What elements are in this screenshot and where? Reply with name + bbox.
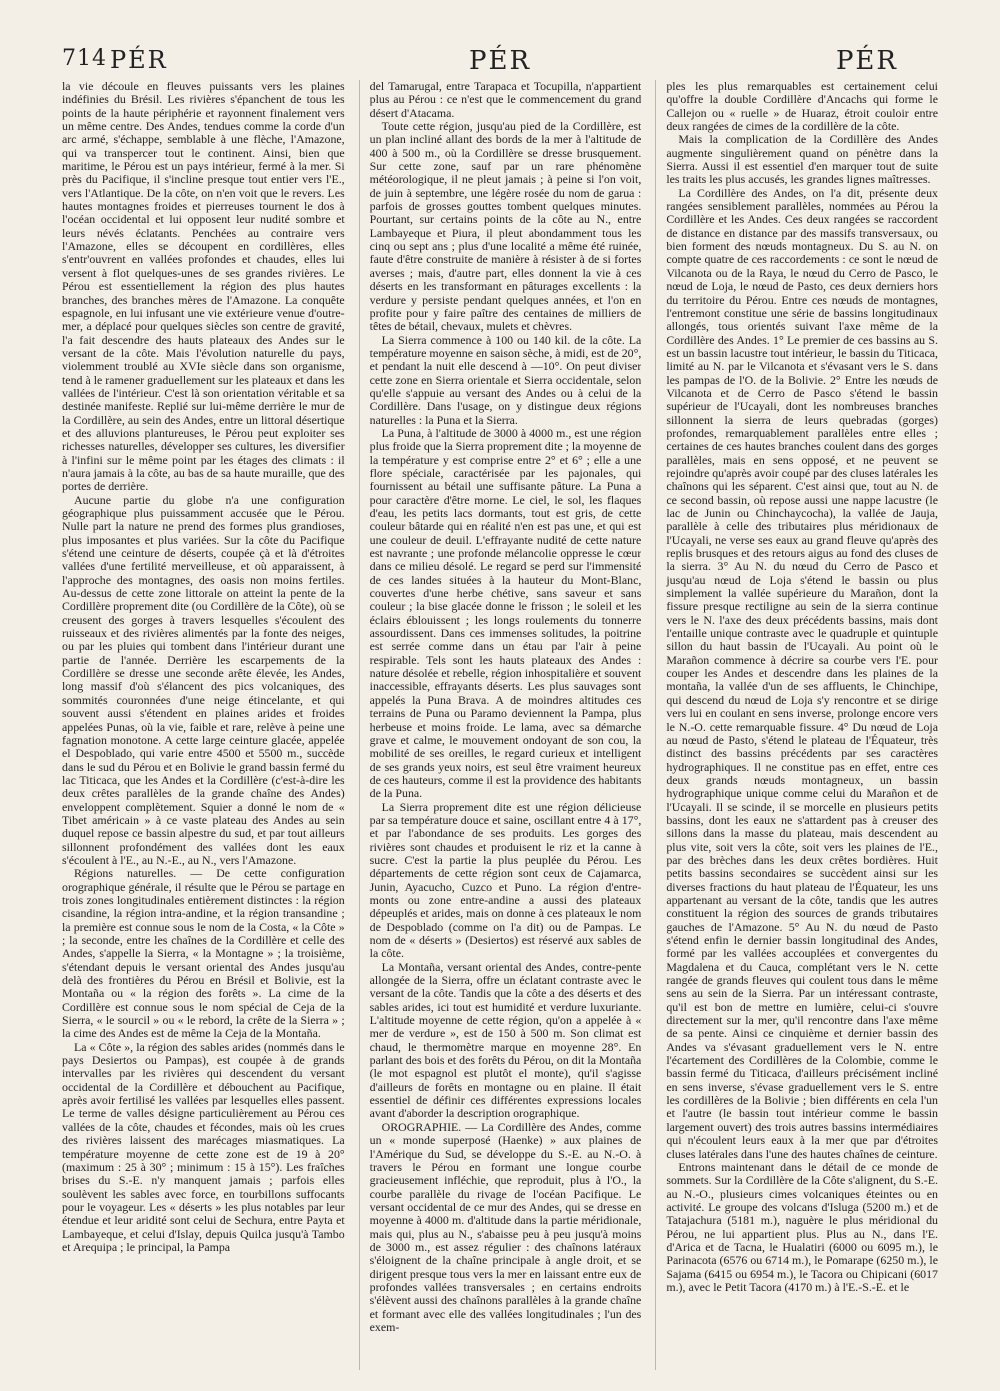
paragraph: La Cordillère des Andes, on l'a dit, présente deux rangées sensiblement parallèles, nommées au Pérou la Cordillère et les Andes. Ces deux rangées se raccordent de distance en distance par des massifs transversaux, ou bien forment des nœuds montagneux. Du S. au N. on compte quatre de ces raccordements : ce sont le nœud de Vilcanota ou de la Raya, le nœud du Cerro de Pasco, le nœud de Loja, le nœud de Pasto, ces deux derniers hors du territoire du Pérou. Entre ces nœuds de montagnes, l'entremont constitue une série de bassins longitudinaux allongés, tous orientés suivant l'axe même de la Cordillère des Andes. 1° Le premier de ces bassins au S. est un bassin lacustre tout intérieur, le bassin du Titicaca, limité au N. par le Vilcanota et s'évasant vers le S. dans les pampas de l'O. de la Bolivie. 2° Entre les nœuds de Vilcanota et de Cerro de Pasco s'étend le bassin supérieur de l'Ucayali, dont les nombreuses branches sillonnent la sierra de leurs quebradas (gorges) profondes, remarquablement parallèles entre elles ; certaines de ces hautes branches coulent dans des gorges parallèles, mais en sens opposé, et ne peuvent se rejoindre qu'après avoir coupé par des cluses latérales les chaînons qui les séparent. C'est ainsi que, tout au N. de ce second bassin, où repose aussi une nappe lacustre (le lac de Junin ou Chinchaycocha), la vallée de Jauja, parallèle à celle des tributaires plus méridionaux de l'Ucayali, ne verse ses eaux au grand fleuve qu'après des replis brusques et des retours aigus au fond des cluses de la sierra. 3° Au N. du nœud du Cerro de Pasco et jusqu'au nœud de Loja s'étend le bassin ou plus simplement la vallée supérieure du Marañon, dont la fissure presque rectiligne au sein de la sierra continue vers le N. l'axe des deux précédents bassins, mais dont l'entaille unique contraste avec le quadruple et quintuple sillon du haut bassin de l'Ucayali. Au point où le Marañon commence à décrire sa courbe vers l'E. pour couper les Andes et descendre dans les plaines de la montaña, la vallée d'un de ses affluents, le Chinchipe, qui descend du nœud de Loja s'y rencontre et se dirige vers lui en coulant en sens inverse, prolonge encore vers le N.-O. cette remarquable fissure. 4° Du nœud de Loja au nœud de Pasto, s'étend le plateau de l'Équateur, très distinct des bassins précédents par ses caractères hydrographiques. Il ne constitue pas en effet, entre ces deux grands nœuds montagneux, un bassin hydrographique unique comme celui du Marañon et de l'Ucayali. Il se scinde, il se morcelle en plusieurs petits bassins, dont les eaux ne s'attardent pas à creuser des sillons dans la masse du plateau, mais descendent au plus vite, soit vers la côte, soit vers les plaines de l'E., par des brèches dans les deux crêtes bordières. Huit petits bassins secondaires se succèdent ainsi sur les diverses fractions du haut plateau de l'Équateur, les uns appartenant au versant de la côte, tandis que les autres constituent la région des sources de grands tributaires gauches de l'Amazone. 5° Au N. du nœud de Pasto s'étend enfin le dernier bassin longitudinal des Andes, formé par les vallées accouplées et convergentes du Magdalena et du Cauca, complétant vers le N. cette rangée de grands fleuves qui coulent tous dans le même sens au sein de la Sierra. Par un intéressant contraste, qu'il est bon de mettre en lumière, celui-ci s'ouvre directement sur la mer, qu'il rencontre dans l'axe même de sa pente. Ainsi ce cinquième et dernier bassin des Andes va s'évasant graduellement vers le N. entre l'écartement des Cordillères de la Colombie, comme le bassin fermé du Titicaca, d'ailleurs précisément incliné en sens inverse, s'évase graduellement vers le S. entre les cordillères de la Bolivie ; bien différents en cela l'un et l'autre (le bassin tout intérieur comme le bassin largement ouvert) des trois autres bassins intermédiaires qui n'écoulent leurs eaux à la mer que par d'étroites cluses latérales dans l'une des hautes chaînes de ceinture. — [666, 185, 938, 1161]
paragraph: La Sierra commence à 100 ou 140 kil. de la côte. La température moyenne en saison sèche, à midi, est de 20°, et pendant la nuit elle descend à —10°. On peut diviser cette zone en Sierra orientale et Sierra occidentale, selon qu'elle s'appuie au versant des Andes ou à celui de la Cordillère. Dans l'usage, on y distingue deux régions naturelles : la Puna et la Sierra. — [369, 332, 642, 427]
paragraph: Toute cette région, jusqu'au pied de la Cordillère, est un plan incliné allant des bords de la mer à l'altitude de 400 à 500 m., où la Cordillère se dresse brusquement. Sur cette zone, sauf par un rare phénomène météorologique, il ne pleut jamais ; à peine si l'on voit, de juin à septembre, une légère rosée du nom de garua : parfois de grosses gouttes tombent quelques minutes. Pourtant, sur certains points de la côte au N., entre Lambayeque et Piura, il pleut abondamment tous les cinq ou sept ans ; plus d'une localité a même été ruinée, faute d'être construite de manière à résister à de si fortes averses ; mais, d'autre part, elles donnent la vie à ces déserts en les transformant en pâturages excellents : la verdure y persiste pendant quelques années, et l'on en profite pour y faire paître des centaines de milliers de têtes de bétail, chevaux, mulets et chèvres. — [369, 119, 642, 334]
paragraph: La Sierra proprement dite est une région délicieuse par sa température douce et saine, oscillant entre 4 à 17°, et par l'abondance de ses produits. Les gorges des rivières sont chaudes et produisent le riz et la canne à sucre. C'est la partie la plus peuplée du Pérou. Les départements de cette région sont ceux de Cajamarca, Junin, Ayacucho, Cuzco et Puno. La région d'entre-monts ou zone entre-andine a aussi des plateaux dépeuplés et arides, mais on donne à ces plateaux le nom de Despoblado (comme on l'a dit) ou de Pampas. Le nom de « déserts » (Desiertos) est réservé aux sables de la côte. — [369, 799, 642, 961]
paragraph: Aucune partie du globe n'a une configuration géographique plus puissamment accusée que le Pérou. Nulle part la nature ne prend des formes plus grandioses, plus imposantes et plus variées. Sur la côte du Pacifique s'étend une ceinture de déserts, coupée çà et là d'étroites vallées d'une fertilité merveilleuse, et où apparaissent, à l'approche des montagnes, des oasis non moins fertiles. Au-dessus de cette zone littorale on atteint la pente de la Cordillère proprement dite (ou Cordillère de la Côte), où se creusent des gorges à travers lesquelles s'écoulent des ruisseaux et des rivières alimentés par la fonte des neiges, ou par les pluies qui tombent dans l'intérieur durant une partie de l'année. Derrière les escarpements de la Cordillère se dresse une seconde arête élevée, les Andes, long massif d'où s'élancent des pics volcaniques, des sommités couronnées d'une neige étincelante, et qui souvent aussi s'étendent en plaines arides et froides appelées Punas, où la vie, faible et rare, relève à peine une fagnation monotone. A cette large ceinture glacée, appelée el Despoblado, qui varie entre 4500 et 5500 m., succède dans le sud du Pérou et en Bolivie le grand bassin fermé du lac Titicaca, que les Andes et la Cordillère (c'est-à-dire les deux crêtes parallèles de la grande chaîne des Andes) enveloppent complètement. Squier a donné le nom de « Tibet américain » à ce vaste plateau des Andes au sein duquel repose ce bassin alpestre du sud, et par tout ailleurs sillonnent profondément des vallées dont les eaux s'écoulent à l'E., au N.-E., au N., vers l'Amazone. — [62, 492, 345, 867]
page-number: 714 — [62, 46, 107, 71]
text-columns — [62, 80, 938, 1370]
paragraph: Entrons maintenant dans le détail de ce monde de sommets. Sur la Cordillère de la Côte s'alignent, du S.-E. au N.-O., plusieurs cimes volcaniques éteintes ou en activité. Le groupe des volcans d'Isluga (5200 m.) et de Tatajachura (5181 m.), naguère le plus méridional du Pérou, ne lui appartient plus. Plus au N., dans l'E. d'Arica et de Tacna, le Hualatiri (6000 ou 6095 m.), le Parinacota (6576 ou 6714 m.), le Pomarape (6250 m.), le Sajama (6415 ou 6954 m.), le Tacora ou Chipicani (6017 m.), avec le Petit Tacora (4170 m.) à l'E.-S.-E. et le — [666, 1159, 938, 1294]
column-2 — [359, 80, 642, 1370]
paragraph: La Montaña, versant oriental des Andes, contre-pente allongée de la Sierra, offre un éclatant contraste avec le versant de la côte. Tandis que la côte a des déserts et des sables arides, ici tout est humidité et verdure luxuriante. L'altitude moyenne de cette région, qu'on a appelée à « mer de verdure », est de 150 à 500 m. Son climat est chaud, le thermomètre marque en moyenne 28°. En parlant des bois et des forêts du Pérou, on dit la Montaña (le mot espagnol est plutôt el monte), qu'il s'agisse d'ailleurs de forêts en montagne ou en plaine. Il était essentiel de définir ces différentes expressions locales avant d'aborder la description orographique. — [369, 959, 642, 1121]
running-head-left: PÉR — [110, 46, 168, 74]
column-1 — [62, 80, 345, 1370]
column-3 — [655, 80, 938, 1370]
paragraph: La Puna, à l'altitude de 3000 à 4000 m., est une région plus froide que la Sierra proprement dite ; la moyenne de la température y est comprise entre 2° et 6° ; elle a une flore spéciale, caractérisée par les pajonales, qui fournissent au bétail une suffisante pâture. La Puna a pour caractère d'être morne. Le ciel, le sol, les flaques d'eau, les petits lacs dormants, tout est gris, de cette couleur bâtarde qui en réalité n'en est pas une, et qui est une couleur de deuil. L'effrayante nudité de cette nature est navrante ; une profonde mélancolie oppresse le cœur dans ce milieu désolé. Le regard se perd sur l'immensité de ces landes situées à la hauteur du Mont-Blanc, couvertes d'une herbe chétive, sans saveur et sans couleur ; la bise glacée donne le frisson ; le soleil et les éclairs éblouissent ; les longs roulements du tonnerre assourdissent. Dans ces immenses solitudes, la poitrine est serrée comme dans un étau par l'air à peine respirable. Tels sont les hauts plateaux des Andes : nature désolée et rebelle, région inhospitalière et souvent inaccessible, effrayants déserts. Les plus sauvages sont appelés la Puna Brava. A de moindres altitudes ces terrains de Puna ou Paramo deviennent la Pampa, plus herbeuse et moins froide. Le lama, avec sa démarche grave et calme, le mouvement ondoyant de son cou, la mobilité de ses oreilles, le regard curieux et intelligent de ses grands yeux noirs, est seul être vraiment heureux de ces hauteurs, comme il est la providence des habitants de la Puna. — [369, 425, 642, 801]
paragraph: La « Côte », la région des sables arides (nommés dans le pays Desiertos ou Pampas), est coupée à de grands intervalles par les rivières qui descendent du versant occidental de la Cordillère et débouchent au Pacifique, après avoir fertilisé les vallées par lesquelles elles passent. Le terme de valles désigne particulièrement au Pérou ces vallées de la côte, chaudes et fécondes, mais où les crues des rivières laissent des marécages miasmatiques. La température moyenne de cette zone est de 19 à 20° (maximum : 25 à 30° ; minimum : 15 à 15°). Les fraîches brises du S.-E. n'y manquent jamais ; parfois elles soulèvent les sables avec force, en tourbillons suffocants pour le voyageur. Les « déserts » les plus notables par leur étendue et leur aridité sont celui de Sechura, entre Payta et Lambayeque, et celui d'Islay, depuis Quilca jusqu'à Tambo et Arequipa ; le principal, la Pampa — [62, 1039, 345, 1254]
paragraph: Mais la complication de la Cordillère des Andes augmente singulièrement quand on pénètre dans la Sierra. Aussi il est essentiel d'en marquer tout de suite les traits les plus accusés, les grandes lignes maîtresses. — [666, 132, 938, 187]
running-head-center: PÉR — [468, 46, 532, 76]
paragraph: OROGRAPHIE. — La Cordillère des Andes, comme un « monde superposé (Haenke) » aux plaines de l'Amérique du Sud, se développe du S.-E. au N.-O. à travers le Pérou en formant une longue courbe gracieusement infléchie, que reproduit, plus à l'O., la courbe parallèle du rivage de l'océan Pacifique. Le versant occidental de ce mur des Andes, qui se dresse en moyenne à 4000 m. d'altitude dans la partie méridionale, mais qui, plus au N., s'abaisse peu à peu jusqu'à moins de 3000 m., est assez régulier : des chaînons latéraux s'éloignent de la chaîne principale à angle droit, et se dirigent presque tous vers la mer en laissant entre eux de profondes vallées transversales ; en certains endroits s'élèvent aussi des chaînons parallèles à la grande chaîne et formant avec elle des vallées longitudinales ; l'un des exem- — [369, 1119, 642, 1334]
paragraph: ples les plus remarquables est certainement celui qu'offre la double Cordillère d'Ancachs qui forme le Callejon ou « ruelle » de Huaraz, étroit couloir entre deux rangées de cimes de la cordillère de la côte. — [666, 80, 938, 134]
page-header — [62, 46, 938, 82]
paragraph: la vie découle en fleuves puissants vers les plaines indéfinies du Brésil. Les rivières s'épanchent de tous les points de la haute périphérie et rayonnent finalement vers un même centre. Des Andes, tendues comme la corde d'un arc armé, s'échappe, semblable à une flèche, l'Amazone, qui va transpercer tout le continent. Ainsi, bien que maritime, le Pérou est un pays intérieur, fermé à la mer. Si près du Pacifique, il s'incline presque tout entier vers l'E., vers l'Atlantique. De la côte, on n'en voit que le revers. Les hautes montagnes froides et pierreuses tournent le dos à l'océan occidental et lui opposent leur nudité sombre et leurs névés éclatants. Penchées au contraire vers l'Amazone, elles se découpent en cordillères, elles s'entr'ouvrent en vallées profondes et chaudes, elles lui versent à flot quelques-unes de ses grandes rivières. Le Pérou est essentiellement la région des plus hautes branches, des branches mères de l'Amazone. La conquête espagnole, en lui infusant une vie extérieure venue d'outre-mer, a déplacé pour quelques siècles son centre de gravité, l'a fait descendre des hauts plateaux des Andes sur le versant de la côte. Mais l'évolution naturelle du pays, violemment troublé au XVIe siècle dans son organisme, tend à le ramener graduellement sur les plateaux et dans les vallées de l'intérieur. C'est là son orientation véritable et sa destinée manifeste. Replié sur lui-même derrière le mur de la Cordillère, au sein des Andes, entre un littoral désertique et des alluvions plantureuses, le Pérou peut exploiter ses richesses naturelles, développer ses cultures, les diversifier à l'infini sur le même point par les étages des climats : il n'aura jamais à la côte, au bas de sa haute muraille, que des portes de derrière. — [62, 80, 345, 494]
paragraph: del Tamarugal, entre Tarapaca et Tocupilla, n'appartient plus au Pérou : ce n'est que le commencement du grand désert d'Atacama. — [369, 80, 642, 120]
running-head-right: PÉR — [835, 46, 898, 76]
paragraph: Régions naturelles. — De cette configuration orographique générale, il résulte que le Pérou se partage en trois zones longitudinales entièrement distinctes : la région cisandine, la région intra-andine, et la région transandine ; la première est connue sous le nom de la Costa, « la Côte » ; la seconde, entre les chaînes de la Cordillère et celle des Andes, s'appelle la Sierra, « la Montagne » ; la troisième, s'étendant depuis le versant oriental des Andes jusqu'au delà des frontières du Pérou en Brésil et Bolivie, est la Montaña ou « la région des forêts ». La cime de la Cordillère est connue sous le nom spécial de Ceja de la Sierra, « le sourcil » ou « le rebord, la crête de la Sierra » ; la cime des Andes est de même la Ceja de la Montaña. — [62, 866, 345, 1041]
